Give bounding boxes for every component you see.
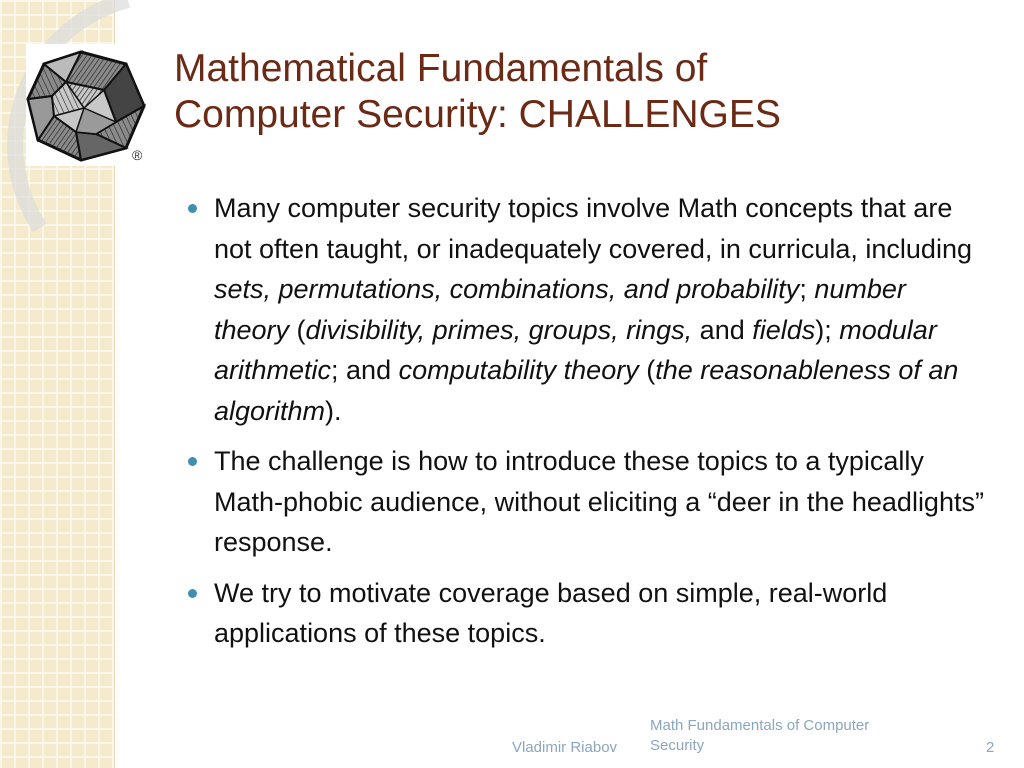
bullet-list	[188, 188, 988, 664]
bullet-dot-icon	[188, 589, 197, 598]
bullet-text: The challenge is how to introduce these topics to a typically Math-phobic audience, without eliciting a “deer in the headlights” response.	[214, 446, 984, 557]
bullet-dot-icon	[188, 457, 197, 466]
bullet-text-italic: divisibility, primes, groups, rings,	[305, 314, 693, 345]
logo	[26, 44, 152, 166]
bullet-text: );	[815, 314, 840, 345]
bullet-text: (	[638, 355, 656, 385]
bullet-text-italic: sets, permutations, combinations, and probability	[214, 274, 800, 304]
bullet-text: ).	[325, 395, 342, 426]
bullet-text-italic: number theory	[214, 274, 906, 345]
bullet-text-italic: fields	[752, 314, 816, 345]
polyhedron-logo-icon	[26, 44, 152, 166]
bullet-text: ; and	[331, 355, 399, 385]
bullet-text: (	[289, 314, 306, 345]
footer-author: Vladimir Riabov	[512, 739, 618, 756]
bullet-text-italic: modular arithmetic	[214, 314, 937, 385]
bullet-item	[188, 188, 988, 431]
bullet-item	[188, 573, 988, 654]
bullet-text: We try to motivate coverage based on simple, real-world applications of these topics.	[214, 577, 888, 648]
title-line-1: Mathematical Fundamentals of	[174, 47, 708, 90]
bullet-item	[188, 441, 988, 563]
footer-title: Math Fundamentals of Computer Security	[650, 717, 870, 754]
slide-title	[174, 46, 994, 138]
bullet-text: and	[692, 314, 753, 345]
bullet-text: Many computer security topics involve Math concepts that are not often taught, or inadequately covered, in curricula, including	[214, 193, 972, 264]
title-line-2: Computer Security: CHALLENGES	[174, 93, 781, 136]
bullet-text: ;	[799, 274, 815, 304]
footer-page-number: 2	[986, 739, 995, 756]
bullet-text-italic: the reasonableness of an algorithm	[214, 355, 959, 426]
registered-mark: ®	[132, 147, 143, 163]
bullet-dot-icon	[188, 204, 197, 213]
bullet-text-italic: computability theory	[398, 355, 639, 385]
